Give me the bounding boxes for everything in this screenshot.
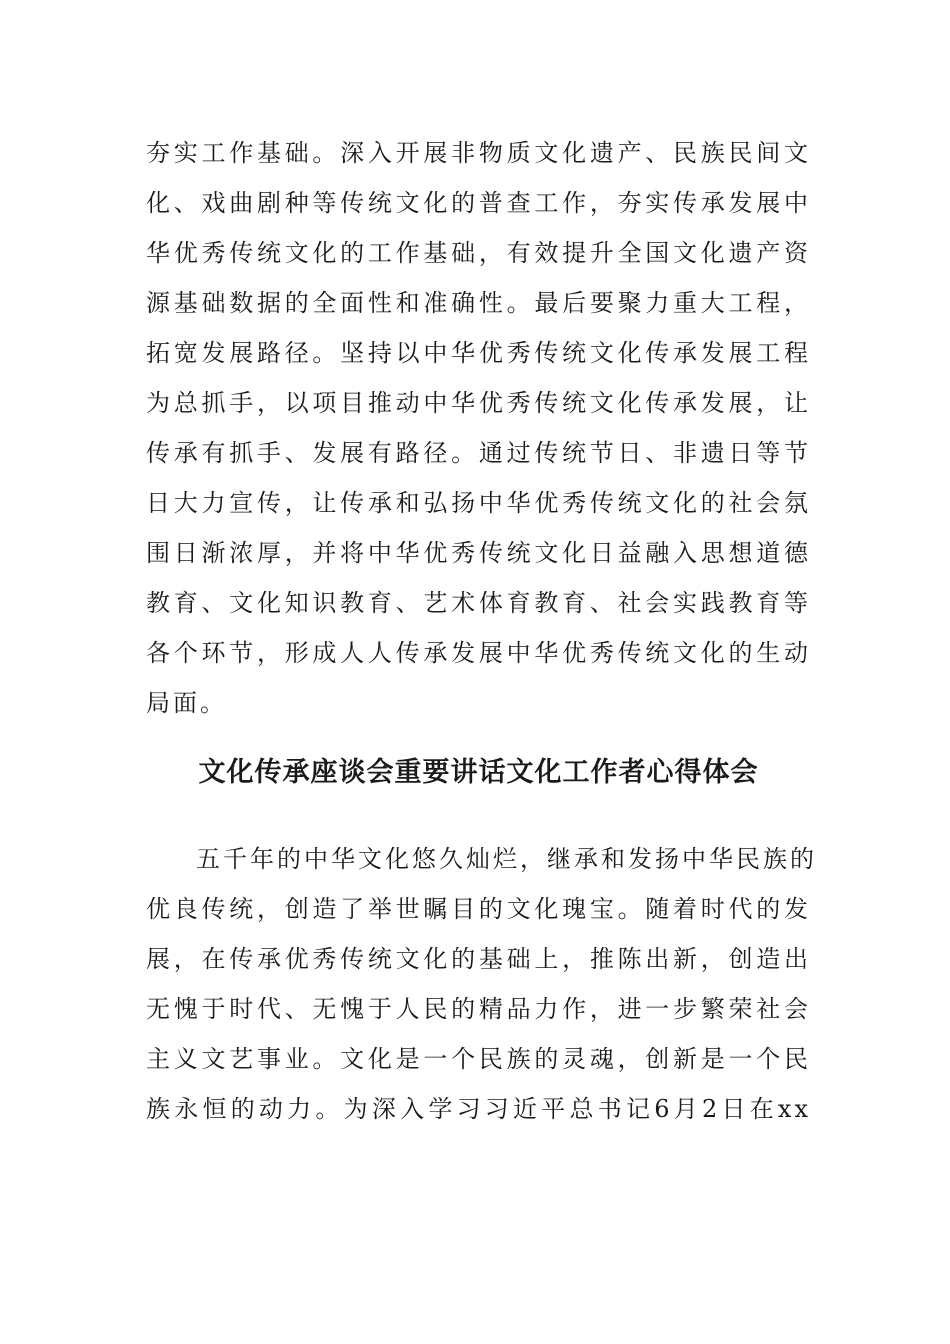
paragraph-line: 教育、文化知识教育、艺术体育教育、社会实践教育等 xyxy=(146,589,811,617)
paragraph-line: 华优秀传统文化的工作基础，有效提升全国文化遗产资 xyxy=(146,239,811,267)
paragraph-line: 源基础数据的全面性和准确性。最后要聚力重大工程， xyxy=(146,289,811,317)
paragraph-line: 日大力宣传，让传承和弘扬中华优秀传统文化的社会氛 xyxy=(146,489,811,517)
paragraph-line-last: 局面。 xyxy=(146,689,227,717)
paragraph-line: 各个环节，形成人人传承发展中华优秀传统文化的生动 xyxy=(146,639,811,667)
body-paragraph-new xyxy=(146,834,817,1134)
paragraph-line: 族永恒的动力。为深入学习习近平总书记6月2日在xx xyxy=(146,1095,811,1123)
section-title: 文化传承座谈会重要讲话文化工作者心得体会 xyxy=(198,757,759,788)
paragraph-line: 展，在传承优秀传统文化的基础上，推陈出新，创造出 xyxy=(146,945,811,973)
paragraph-line: 无愧于时代、无愧于人民的精品力作，进一步繁荣社会 xyxy=(146,995,811,1023)
paragraph-line: 传承有抓手、发展有路径。通过传统节日、非遗日等节 xyxy=(146,439,811,467)
paragraph-line: 主义文艺事业。文化是一个民族的灵魂，创新是一个民 xyxy=(146,1045,811,1073)
paragraph-line: 化、戏曲剧种等传统文化的普查工作，夯实传承发展中 xyxy=(146,189,811,217)
paragraph-line: 围日渐浓厚，并将中华优秀传统文化日益融入思想道德 xyxy=(146,539,811,567)
paragraph-line: 夯实工作基础。深入开展非物质文化遗产、民族民间文 xyxy=(146,139,811,167)
paragraph-line: 优良传统，创造了举世瞩目的文化瑰宝。随着时代的发 xyxy=(146,895,811,923)
paragraph-first-line-indented: 五千年的中华文化悠久灿烂，继承和发扬中华民族的 xyxy=(196,845,817,873)
paragraph-line: 拓宽发展路径。坚持以中华优秀传统文化传承发展工程 xyxy=(146,339,811,367)
body-paragraph-continued xyxy=(146,128,811,728)
paragraph-line: 为总抓手，以项目推动中华优秀传统文化传承发展，让 xyxy=(146,389,811,417)
